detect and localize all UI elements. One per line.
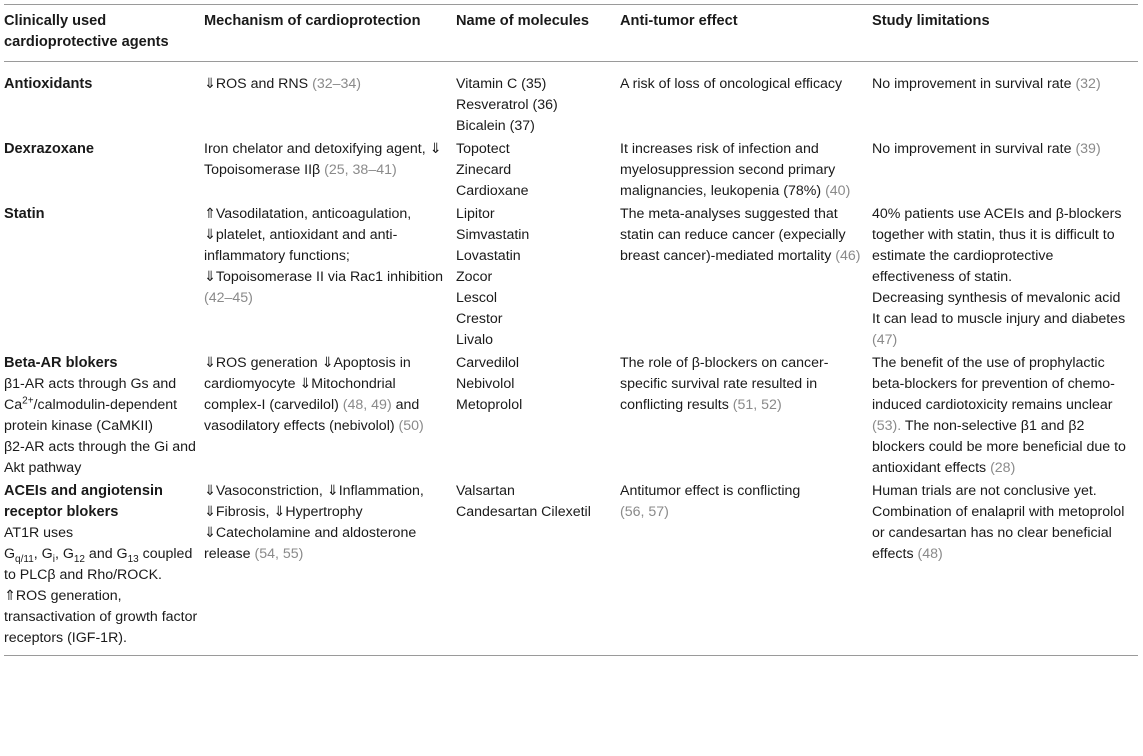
- header-antitumor: Anti-tumor effect: [620, 13, 738, 29]
- table-header-row: [4, 5, 1138, 62]
- mechanism-text: ⇑Vasodilatation, anticoagulation, ⇓platelet, antioxidant and anti-inflammatory functions; ⇓Topoisomerase II via Rac1 inhibition: [204, 206, 444, 285]
- agent-detail-text: β1-AR acts through Gs and Ca: [4, 376, 177, 413]
- limitations-text: The benefit of the use of prophylactic beta-blockers for prevention of chemo-induced cardiotoxicity remains unclear: [872, 355, 1115, 413]
- limitations-text: The non-selective β1 and β2 blockers could be more beneficial due to antioxidant effects: [872, 418, 1126, 476]
- antitumor-text: The role of β-blockers on cancer-specific survival rate resulted in conflicting results: [620, 355, 829, 413]
- agent-name: ACEIs and angiotensin receptor blokers: [4, 483, 163, 520]
- reference-link[interactable]: (51, 52): [732, 397, 782, 413]
- reference-link[interactable]: (32–34): [312, 76, 362, 92]
- mechanism-text: Iron chelator and detoxifying agent, ⇓ Topoisomerase IIβ: [204, 141, 442, 178]
- header-molecules: Name of molecules: [456, 13, 590, 29]
- molecule-name: Valsartan: [456, 483, 515, 499]
- table-row: [4, 353, 1138, 481]
- molecules-cell: [456, 204, 620, 353]
- agent-detail-text: G: [4, 546, 16, 562]
- limitations-text: No improvement in survival rate: [872, 141, 1072, 157]
- molecule-name: Lescol: [456, 290, 498, 306]
- agent-detail-text: coupled to PLCβ and Rho/ROCK.: [4, 546, 193, 583]
- molecule-name: Livalo: [456, 332, 494, 348]
- reference-link[interactable]: (48): [917, 546, 943, 562]
- antitumor-cell: [620, 481, 872, 656]
- reference-link[interactable]: (32): [1075, 76, 1101, 92]
- agent-name: Antioxidants: [4, 76, 93, 92]
- reference-link[interactable]: (54, 55): [254, 546, 304, 562]
- antitumor-text: Antitumor effect is conflicting: [620, 483, 801, 499]
- mechanism-text: ⇓Vasoconstriction, ⇓Inflammation, ⇓Fibrosis, ⇓Hypertrophy ⇓Catecholamine and aldosterone release: [204, 483, 424, 562]
- agent-cell: [4, 62, 204, 140]
- agent-detail-text: and G: [84, 546, 128, 562]
- reference-link[interactable]: (39): [1075, 141, 1101, 157]
- mechanism-cell: [204, 353, 456, 481]
- antitumor-cell: [620, 353, 872, 481]
- agent-detail-text: /calmodulin-dependent protein kinase (CaMKII): [4, 397, 178, 434]
- limitations-text: Human trials are not conclusive yet. Combination of enalapril with metoprolol or candesartan has no clear beneficial effects: [872, 483, 1125, 562]
- molecule-name: Candesartan Cilexetil: [456, 504, 591, 520]
- antitumor-text: A risk of loss of oncological efficacy: [620, 76, 843, 92]
- agent-detail: β2-AR acts through the Gi and Akt pathway: [4, 439, 196, 476]
- header-limitations: Study limitations: [872, 13, 990, 29]
- reference-link[interactable]: (56, 57): [620, 504, 669, 520]
- reference-link[interactable]: (46): [835, 248, 861, 264]
- molecules-cell: [456, 481, 620, 656]
- header-agents: Clinically used cardioprotective agents: [4, 13, 169, 50]
- molecule-name: Simvastatin: [456, 227, 530, 243]
- agent-cell: [4, 353, 204, 481]
- molecule-name: Nebivolol: [456, 376, 515, 392]
- mechanism-text: ⇓ROS generation ⇓Apoptosis in cardiomyocyte ⇓Mitochondrial complex-I (carvedilol): [204, 355, 411, 413]
- molecule-name: Bicalein (37): [456, 118, 535, 134]
- limitations-text: Decreasing synthesis of mevalonic acid It can lead to muscle injury and diabetes: [872, 290, 1126, 327]
- limitations-cell: [872, 62, 1138, 140]
- agent-detail-text: , G: [33, 546, 53, 562]
- molecule-name: Lovastatin: [456, 248, 521, 264]
- subscript: 12: [73, 553, 85, 565]
- agent-detail: [4, 374, 198, 437]
- molecule-name: Vitamin C (35): [456, 76, 547, 92]
- mechanism-cell: [204, 62, 456, 140]
- limitations-cell: [872, 481, 1138, 656]
- subscript: 13: [127, 553, 139, 565]
- mechanism-cell: [204, 204, 456, 353]
- molecules-cell: [456, 353, 620, 481]
- cardioprotective-agents-table: [4, 4, 1138, 656]
- table-row: [4, 139, 1138, 204]
- molecule-name: Metoprolol: [456, 397, 523, 413]
- reference-link[interactable]: (53).: [872, 418, 902, 434]
- reference-link[interactable]: (50): [398, 418, 424, 434]
- antitumor-text: It increases risk of infection and myelosuppression second primary malignancies, leukopenia (78%): [620, 141, 836, 199]
- molecules-cell: [456, 62, 620, 140]
- antitumor-cell: [620, 62, 872, 140]
- mechanism-text: and vasodilatory effects (nebivolol): [204, 397, 420, 434]
- reference-link[interactable]: (40): [825, 183, 851, 199]
- agent-cell: [4, 481, 204, 656]
- reference-link[interactable]: (25, 38–41): [324, 162, 397, 178]
- molecules-cell: [456, 139, 620, 204]
- table-row: [4, 62, 1138, 140]
- table-row: [4, 481, 1138, 656]
- molecule-name: Crestor: [456, 311, 503, 327]
- limitations-cell: [872, 204, 1138, 353]
- superscript: 2+: [22, 395, 34, 407]
- header-mechanism: Mechanism of cardioprotection: [204, 13, 421, 29]
- agent-detail: ⇑ROS generation, transactivation of growth factor receptors (IGF-1R).: [4, 588, 198, 646]
- subscript: q/11: [15, 553, 34, 565]
- molecule-name: Carvedilol: [456, 355, 520, 371]
- limitations-cell: [872, 139, 1138, 204]
- agent-name: Statin: [4, 206, 45, 222]
- limitations-text: 40% patients use ACEIs and β-blockers together with statin, thus it is difficult to estimate the cardioprotective effectiveness of statin.: [872, 206, 1122, 285]
- agent-detail: [4, 544, 198, 586]
- molecule-name: Resveratrol (36): [456, 97, 558, 113]
- antitumor-cell: [620, 204, 872, 353]
- reference-link[interactable]: (48, 49): [342, 397, 392, 413]
- mechanism-text: ⇓ROS and RNS: [204, 76, 309, 92]
- molecule-name: Lipitor: [456, 206, 495, 222]
- mechanism-cell: [204, 139, 456, 204]
- molecule-name: Zinecard: [456, 162, 512, 178]
- reference-link[interactable]: (47): [872, 332, 898, 348]
- reference-link[interactable]: (28): [990, 460, 1016, 476]
- molecule-name: Cardioxane: [456, 183, 529, 199]
- agent-name: Dexrazoxane: [4, 141, 95, 157]
- molecule-name: Topotect: [456, 141, 510, 157]
- mechanism-cell: [204, 481, 456, 656]
- antitumor-cell: [620, 139, 872, 204]
- limitations-cell: [872, 353, 1138, 481]
- limitations-text: No improvement in survival rate: [872, 76, 1072, 92]
- agent-detail: AT1R uses: [4, 525, 74, 541]
- agent-name: Beta-AR blokers: [4, 355, 118, 371]
- antitumor-text: The meta-analyses suggested that statin can reduce cancer (expecially breast cancer)-mediated mortality: [620, 206, 846, 264]
- agent-cell: [4, 204, 204, 353]
- reference-link[interactable]: (42–45): [204, 290, 253, 306]
- table-row: [4, 204, 1138, 353]
- molecule-name: Zocor: [456, 269, 493, 285]
- subscript: i: [52, 553, 55, 565]
- agent-detail-text: , G: [54, 546, 74, 562]
- agent-cell: [4, 139, 204, 204]
